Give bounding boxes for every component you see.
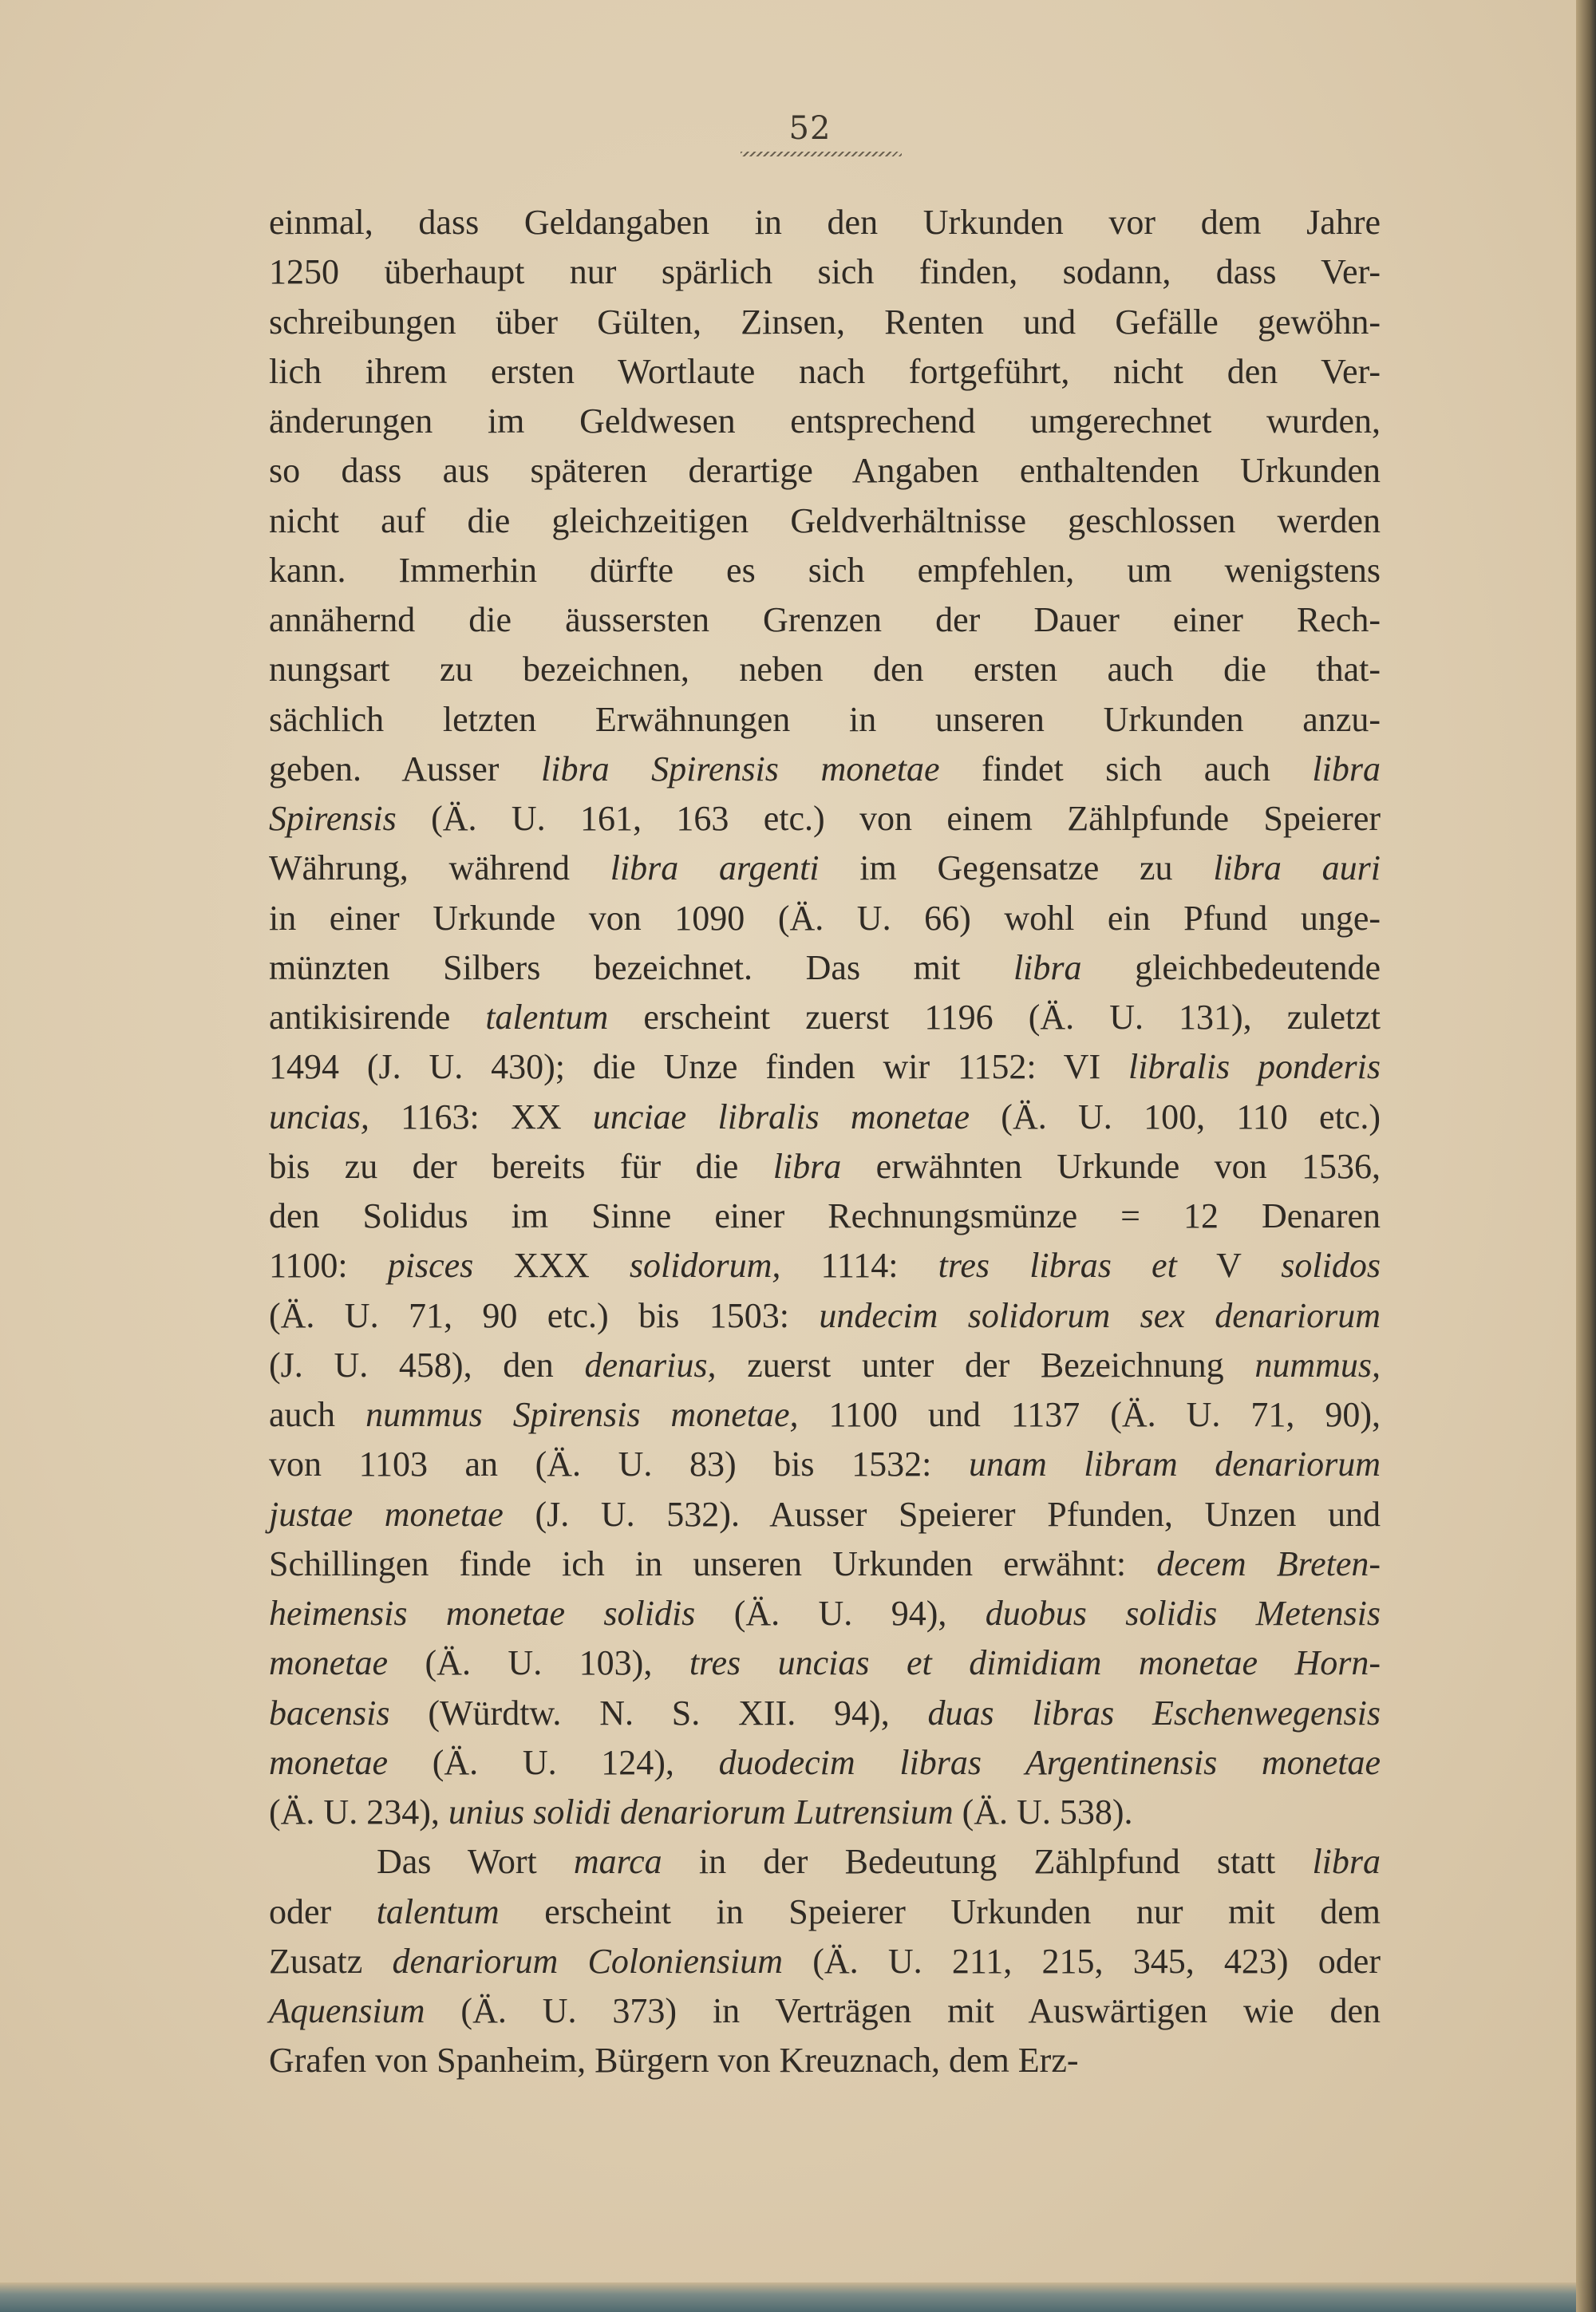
italic-latin-text: libra bbox=[772, 1146, 842, 1186]
text-segment: (Ä. U. 100, 110 etc.) bbox=[970, 1097, 1381, 1136]
text-line bbox=[269, 794, 1381, 844]
italic-latin-text: libra argenti bbox=[610, 848, 820, 888]
text-line bbox=[269, 1589, 1381, 1638]
text-line bbox=[269, 1837, 1381, 1887]
text-segment: Schillingen finde ich in unseren Urkunden erwähnt: bbox=[269, 1543, 1157, 1583]
book-spine-edge bbox=[1576, 0, 1596, 2312]
text-segment: (Ä. U. 161, 163 etc.) von einem Zählpfunde Speierer bbox=[396, 799, 1381, 838]
text-line bbox=[269, 546, 1381, 595]
text-line bbox=[269, 645, 1381, 694]
italic-latin-text: unciae libralis monetae bbox=[592, 1097, 970, 1136]
text-segment: lich ihrem ersten Wortlaute nach fortgeführt, nicht den Ver- bbox=[269, 351, 1381, 391]
text-segment: (Ä. U. 124), bbox=[388, 1742, 719, 1782]
page-number: 52 bbox=[788, 110, 832, 147]
text-segment: 1100: bbox=[269, 1246, 388, 1286]
text-line bbox=[269, 1490, 1381, 1539]
text-line bbox=[269, 1539, 1381, 1589]
text-segment: nungsart zu bezeichnen, neben den ersten auch die that- bbox=[269, 650, 1381, 690]
italic-latin-text: duas libras Eschenwegensis bbox=[927, 1693, 1381, 1733]
text-line bbox=[269, 595, 1381, 645]
text-line bbox=[269, 1887, 1381, 1937]
text-segment: V bbox=[1176, 1246, 1282, 1286]
text-line bbox=[269, 347, 1381, 397]
text-segment: (Ä. U. 373) in Verträgen mit Auswärtigen wie den bbox=[425, 1991, 1381, 2030]
text-segment: in einer Urkunde von 1090 (Ä. U. 66) wohl ein Pfund unge- bbox=[269, 898, 1381, 938]
text-segment: geben. Ausser bbox=[269, 749, 541, 788]
text-segment: Grafen von Spanheim, Bürgern von Kreuznach, dem Erz- bbox=[269, 2041, 1079, 2081]
text-line bbox=[269, 1192, 1381, 1241]
text-line bbox=[269, 993, 1381, 1042]
text-line bbox=[269, 397, 1381, 446]
text-segment: in der Bedeutung Zählpfund statt bbox=[662, 1842, 1313, 1882]
italic-latin-text: unius solidi denariorum Lutrensium bbox=[448, 1792, 954, 1832]
text-line bbox=[269, 1689, 1381, 1738]
italic-latin-text: undecim solidorum sex denariorum bbox=[819, 1295, 1381, 1335]
italic-latin-text: libra bbox=[1312, 749, 1381, 788]
text-segment: erwähnten Urkunde von 1536, bbox=[841, 1146, 1381, 1186]
text-segment: Das Wort bbox=[377, 1842, 574, 1882]
italic-latin-text: Spirensis bbox=[269, 799, 397, 838]
italic-latin-text: talentum bbox=[376, 1891, 500, 1931]
text-line bbox=[269, 1241, 1381, 1290]
italic-latin-text: nummus Spirensis monetae, bbox=[365, 1395, 799, 1434]
text-segment: 1494 (J. U. 430); die Unze finden wir 1152: VI bbox=[269, 1047, 1128, 1087]
text-segment: gleichbedeutende bbox=[1081, 947, 1381, 987]
text-line bbox=[269, 1440, 1381, 1489]
text-line bbox=[269, 446, 1381, 496]
text-line bbox=[269, 1142, 1381, 1192]
text-segment: findet sich auch bbox=[939, 749, 1313, 788]
text-line bbox=[269, 695, 1381, 745]
text-line bbox=[269, 2036, 1381, 2085]
text-line bbox=[269, 1042, 1381, 1092]
text-segment: (J. U. 532). Ausser Speierer Pfunden, Unzen und bbox=[503, 1494, 1381, 1534]
text-line bbox=[269, 1986, 1381, 2036]
text-segment: von 1103 an (Ä. U. 83) bis 1532: bbox=[269, 1445, 969, 1484]
text-line bbox=[269, 1738, 1381, 1788]
text-segment: Zusatz bbox=[269, 1941, 393, 1981]
italic-latin-text: bacensis bbox=[269, 1693, 390, 1733]
text-segment: im Gegensatze zu bbox=[819, 848, 1214, 888]
text-segment: (Ä. U. 71, 90 etc.) bis 1503: bbox=[269, 1295, 820, 1335]
page-number-rule bbox=[741, 152, 902, 156]
text-line bbox=[269, 1341, 1381, 1390]
text-segment: so dass aus späteren derartige Angaben enthaltenden Urkunden bbox=[269, 451, 1381, 491]
italic-latin-text: pisces bbox=[387, 1246, 474, 1286]
text-line bbox=[269, 496, 1381, 546]
text-segment: kann. Immerhin dürfte es sich empfehlen, um wenigstens bbox=[269, 550, 1381, 590]
italic-latin-text: talentum bbox=[485, 998, 609, 1037]
italic-latin-text: tres uncias et dimidiam monetae Horn- bbox=[689, 1643, 1381, 1683]
italic-latin-text: marca bbox=[573, 1842, 662, 1882]
italic-latin-text: libralis ponderis bbox=[1128, 1047, 1381, 1087]
italic-latin-text: libra Spirensis monetae bbox=[541, 749, 940, 788]
book-bottom-edge bbox=[0, 2282, 1576, 2312]
text-segment: annähernd die äussersten Grenzen der Dauer einer Rech- bbox=[269, 600, 1381, 639]
text-line bbox=[269, 745, 1381, 794]
text-segment: erscheint in Speierer Urkunden nur mit dem bbox=[499, 1891, 1381, 1931]
text-line bbox=[269, 247, 1381, 297]
italic-latin-text: tres libras et bbox=[938, 1246, 1177, 1286]
text-segment: zuerst unter der Bezeichnung bbox=[716, 1345, 1255, 1385]
text-segment: sächlich letzten Erwähnungen in unseren Urkunden anzu- bbox=[269, 699, 1381, 739]
italic-latin-text: denarius, bbox=[584, 1345, 717, 1385]
text-segment: 1250 überhaupt nur spärlich sich finden, sodann, dass Ver- bbox=[269, 252, 1381, 292]
text-segment: erscheint zuerst 1196 (Ä. U. 131), zuletzt bbox=[608, 998, 1381, 1037]
text-segment: (Ä. U. 234), bbox=[269, 1792, 448, 1832]
text-segment: (Ä. U. 103), bbox=[388, 1643, 689, 1683]
text-line bbox=[269, 1638, 1381, 1688]
text-segment: (J. U. 458), den bbox=[269, 1345, 585, 1385]
text-segment: 1163: XX bbox=[369, 1097, 593, 1136]
italic-latin-text: decem Breten- bbox=[1156, 1543, 1381, 1583]
italic-latin-text: libra auri bbox=[1213, 848, 1381, 888]
text-segment: XXX bbox=[473, 1246, 630, 1286]
text-segment: antikisirende bbox=[269, 998, 486, 1037]
italic-latin-text: monetae bbox=[269, 1742, 389, 1782]
text-line bbox=[269, 198, 1381, 247]
text-segment: einmal, dass Geldangaben in den Urkunden vor dem Jahre bbox=[269, 203, 1381, 242]
italic-latin-text: denariorum Coloniensium bbox=[392, 1941, 783, 1981]
text-line bbox=[269, 1788, 1381, 1837]
text-segment: änderungen im Geldwesen entsprechend umgerechnet wurden, bbox=[269, 401, 1381, 441]
text-line bbox=[269, 1937, 1381, 1986]
text-segment: (Ä. U. 538). bbox=[953, 1792, 1133, 1832]
italic-latin-text: libra bbox=[1013, 947, 1082, 987]
italic-latin-text: monetae bbox=[269, 1643, 389, 1683]
italic-latin-text: libra bbox=[1312, 1842, 1381, 1882]
text-line bbox=[269, 298, 1381, 347]
italic-latin-text: justae monetae bbox=[269, 1494, 504, 1534]
text-line bbox=[269, 943, 1381, 993]
italic-latin-text: duodecim libras Argentinensis monetae bbox=[718, 1742, 1381, 1782]
text-line bbox=[269, 1390, 1381, 1440]
italic-latin-text: solidos bbox=[1281, 1246, 1381, 1286]
text-segment: auch bbox=[269, 1395, 366, 1434]
text-segment: Währung, während bbox=[269, 848, 610, 888]
italic-latin-text: unam libram denariorum bbox=[968, 1445, 1381, 1484]
text-segment: (Würdtw. N. S. XII. 94), bbox=[389, 1693, 928, 1733]
text-segment: münzten Silbers bezeichnet. Das mit bbox=[269, 947, 1013, 987]
italic-latin-text: Aquensium bbox=[269, 1991, 425, 2030]
text-segment: den Solidus im Sinne einer Rechnungsmünze = 12 Denaren bbox=[269, 1196, 1381, 1235]
text-segment: 1114: bbox=[780, 1246, 938, 1286]
text-segment: bis zu der bereits für die bbox=[269, 1146, 773, 1186]
text-segment: (Ä. U. 211, 215, 345, 423) oder bbox=[782, 1941, 1381, 1981]
italic-latin-text: heimensis monetae solidis bbox=[269, 1594, 696, 1633]
text-line bbox=[269, 1093, 1381, 1142]
text-segment: (Ä. U. 94), bbox=[695, 1594, 986, 1633]
text-segment: nicht auf die gleichzeitigen Geldverhältnisse geschlossen werden bbox=[269, 500, 1381, 540]
italic-latin-text: nummus, bbox=[1254, 1345, 1381, 1385]
italic-latin-text: uncias, bbox=[269, 1097, 369, 1136]
text-segment: schreibungen über Gülten, Zinsen, Renten und Gefälle gewöhn- bbox=[269, 302, 1381, 342]
text-line bbox=[269, 894, 1381, 943]
italic-latin-text: solidorum, bbox=[629, 1246, 781, 1286]
italic-latin-text: duobus solidis Metensis bbox=[985, 1594, 1381, 1633]
text-line bbox=[269, 1291, 1381, 1341]
text-segment: oder bbox=[269, 1891, 377, 1931]
text-segment: 1100 und 1137 (Ä. U. 71, 90), bbox=[798, 1395, 1381, 1434]
body-text bbox=[269, 198, 1381, 2086]
text-line bbox=[269, 844, 1381, 893]
